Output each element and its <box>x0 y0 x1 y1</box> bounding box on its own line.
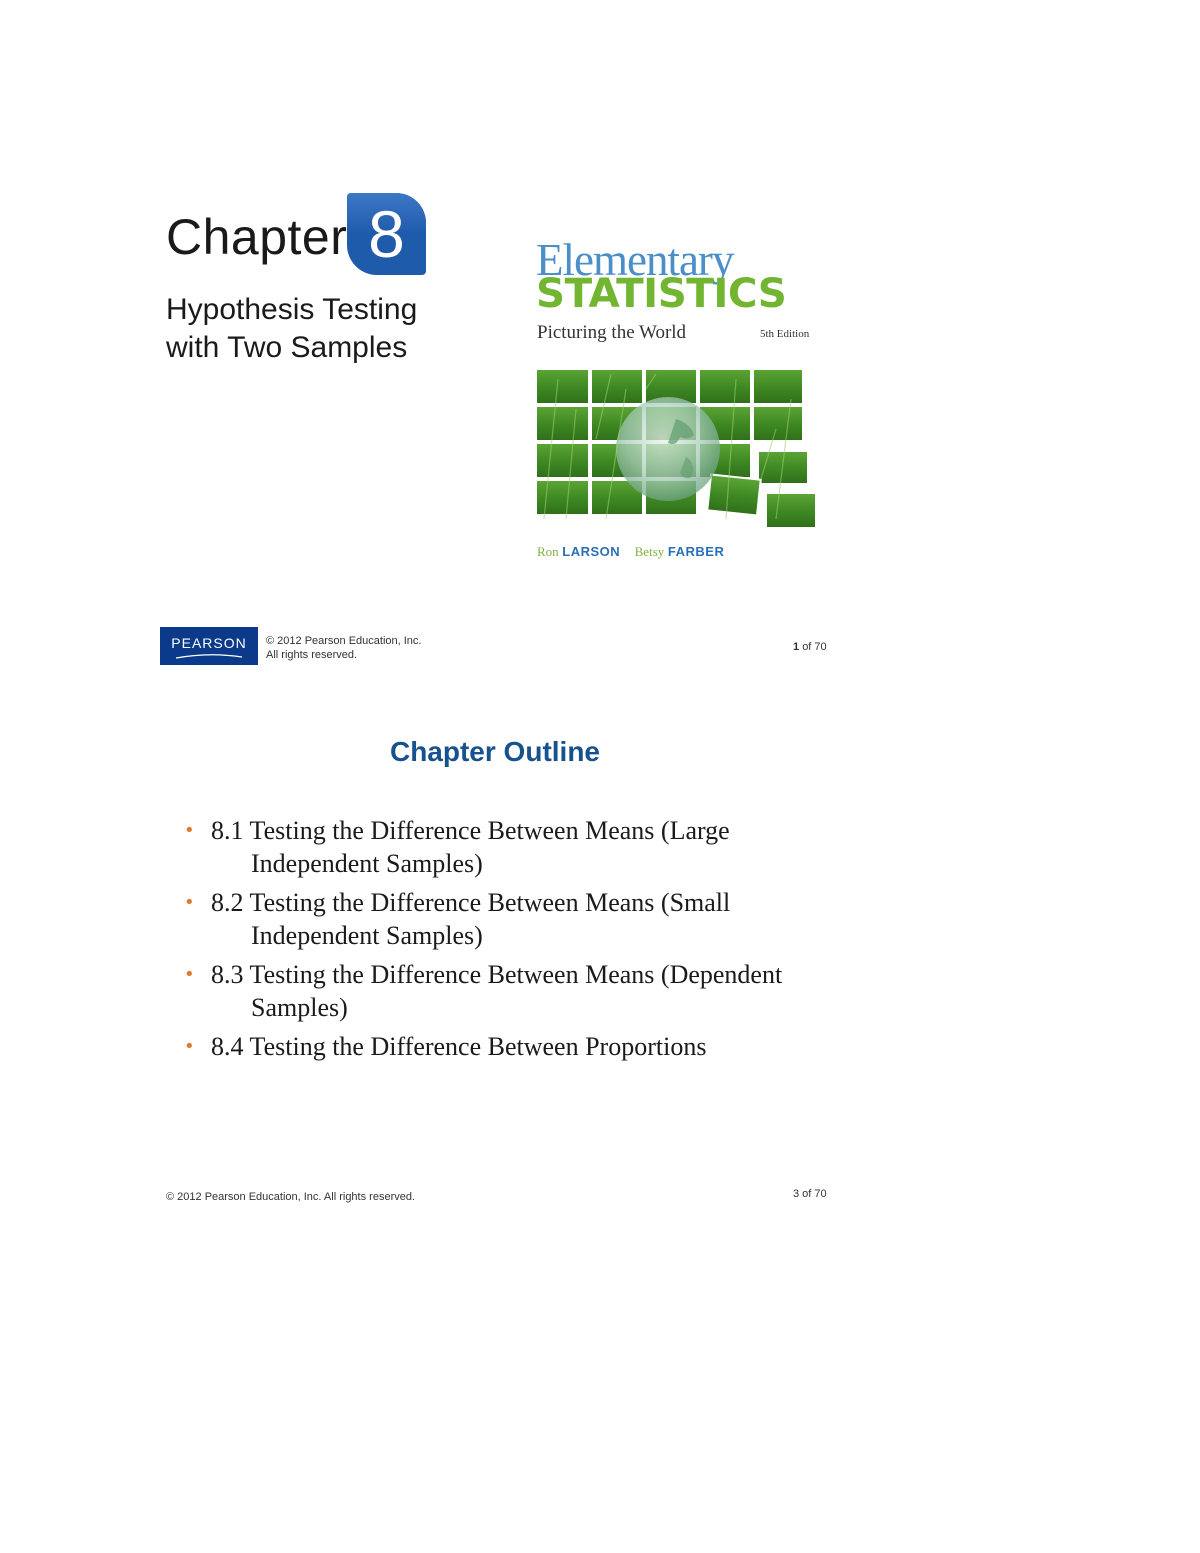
chapter-subtitle-line1: Hypothesis Testing <box>166 293 418 326</box>
slide1-copyright <box>266 634 421 662</box>
book-title-top: Elementary <box>536 235 734 285</box>
pearson-logo <box>160 627 258 665</box>
chapter-number-badge <box>347 193 426 275</box>
outline-title: Chapter Outline <box>389 736 600 767</box>
bullet-icon: • <box>184 1036 195 1057</box>
chapter-heading: Chapter <box>166 209 348 265</box>
item-number: 8.3 <box>211 960 244 989</box>
book-authors <box>537 544 724 560</box>
bullet-icon: • <box>184 820 195 841</box>
slide2-page-number: 3 of 70 <box>793 1188 827 1200</box>
author1-first-name: Ron <box>537 544 559 559</box>
item-text: Testing the Difference Between Means (Small Independent Samples) <box>249 888 731 950</box>
copyright-line2: All rights reserved. <box>266 649 358 661</box>
slide2-copyright: © 2012 Pearson Education, Inc. All rights reserved. <box>166 1191 416 1203</box>
bullet-icon: • <box>184 892 195 913</box>
copyright-line1: © 2012 Pearson Education, Inc. <box>266 635 422 647</box>
bullet-icon: • <box>184 964 195 985</box>
page-current: 1 <box>793 641 800 653</box>
page-suffix: of 70 <box>802 641 827 653</box>
chapter-subtitle-line2: with Two Samples <box>166 331 408 364</box>
list-item <box>180 814 820 880</box>
item-number: 8.4 <box>211 1032 244 1061</box>
list-item <box>180 1030 820 1063</box>
outline-list <box>180 814 820 1069</box>
author2-last-name: FARBER <box>667 544 725 559</box>
author1-last-name: LARSON <box>562 544 621 559</box>
author2-first-name: Betsy <box>634 544 665 559</box>
item-text: Testing the Difference Between Means (Dependent Samples) <box>249 960 783 1022</box>
book-title-bottom: STATISTICS <box>536 271 787 317</box>
item-text: Testing the Difference Between Means (Large Independent Samples) <box>249 816 730 878</box>
list-item <box>180 886 820 952</box>
globe-icon <box>616 397 720 501</box>
book-tagline: Picturing the World <box>537 322 687 343</box>
item-number: 8.1 <box>211 816 244 845</box>
pearson-swoosh-icon <box>174 653 244 659</box>
chapter-number: 8 <box>368 197 405 271</box>
item-number: 8.2 <box>211 888 244 917</box>
slide1-page-number <box>793 641 827 653</box>
list-item <box>180 958 820 1024</box>
pearson-logo-text: PEARSON <box>171 635 247 651</box>
book-edition: 5th Edition <box>760 328 810 340</box>
book-cover-image <box>536 369 818 532</box>
item-text: Testing the Difference Between Proportions <box>249 1032 707 1061</box>
